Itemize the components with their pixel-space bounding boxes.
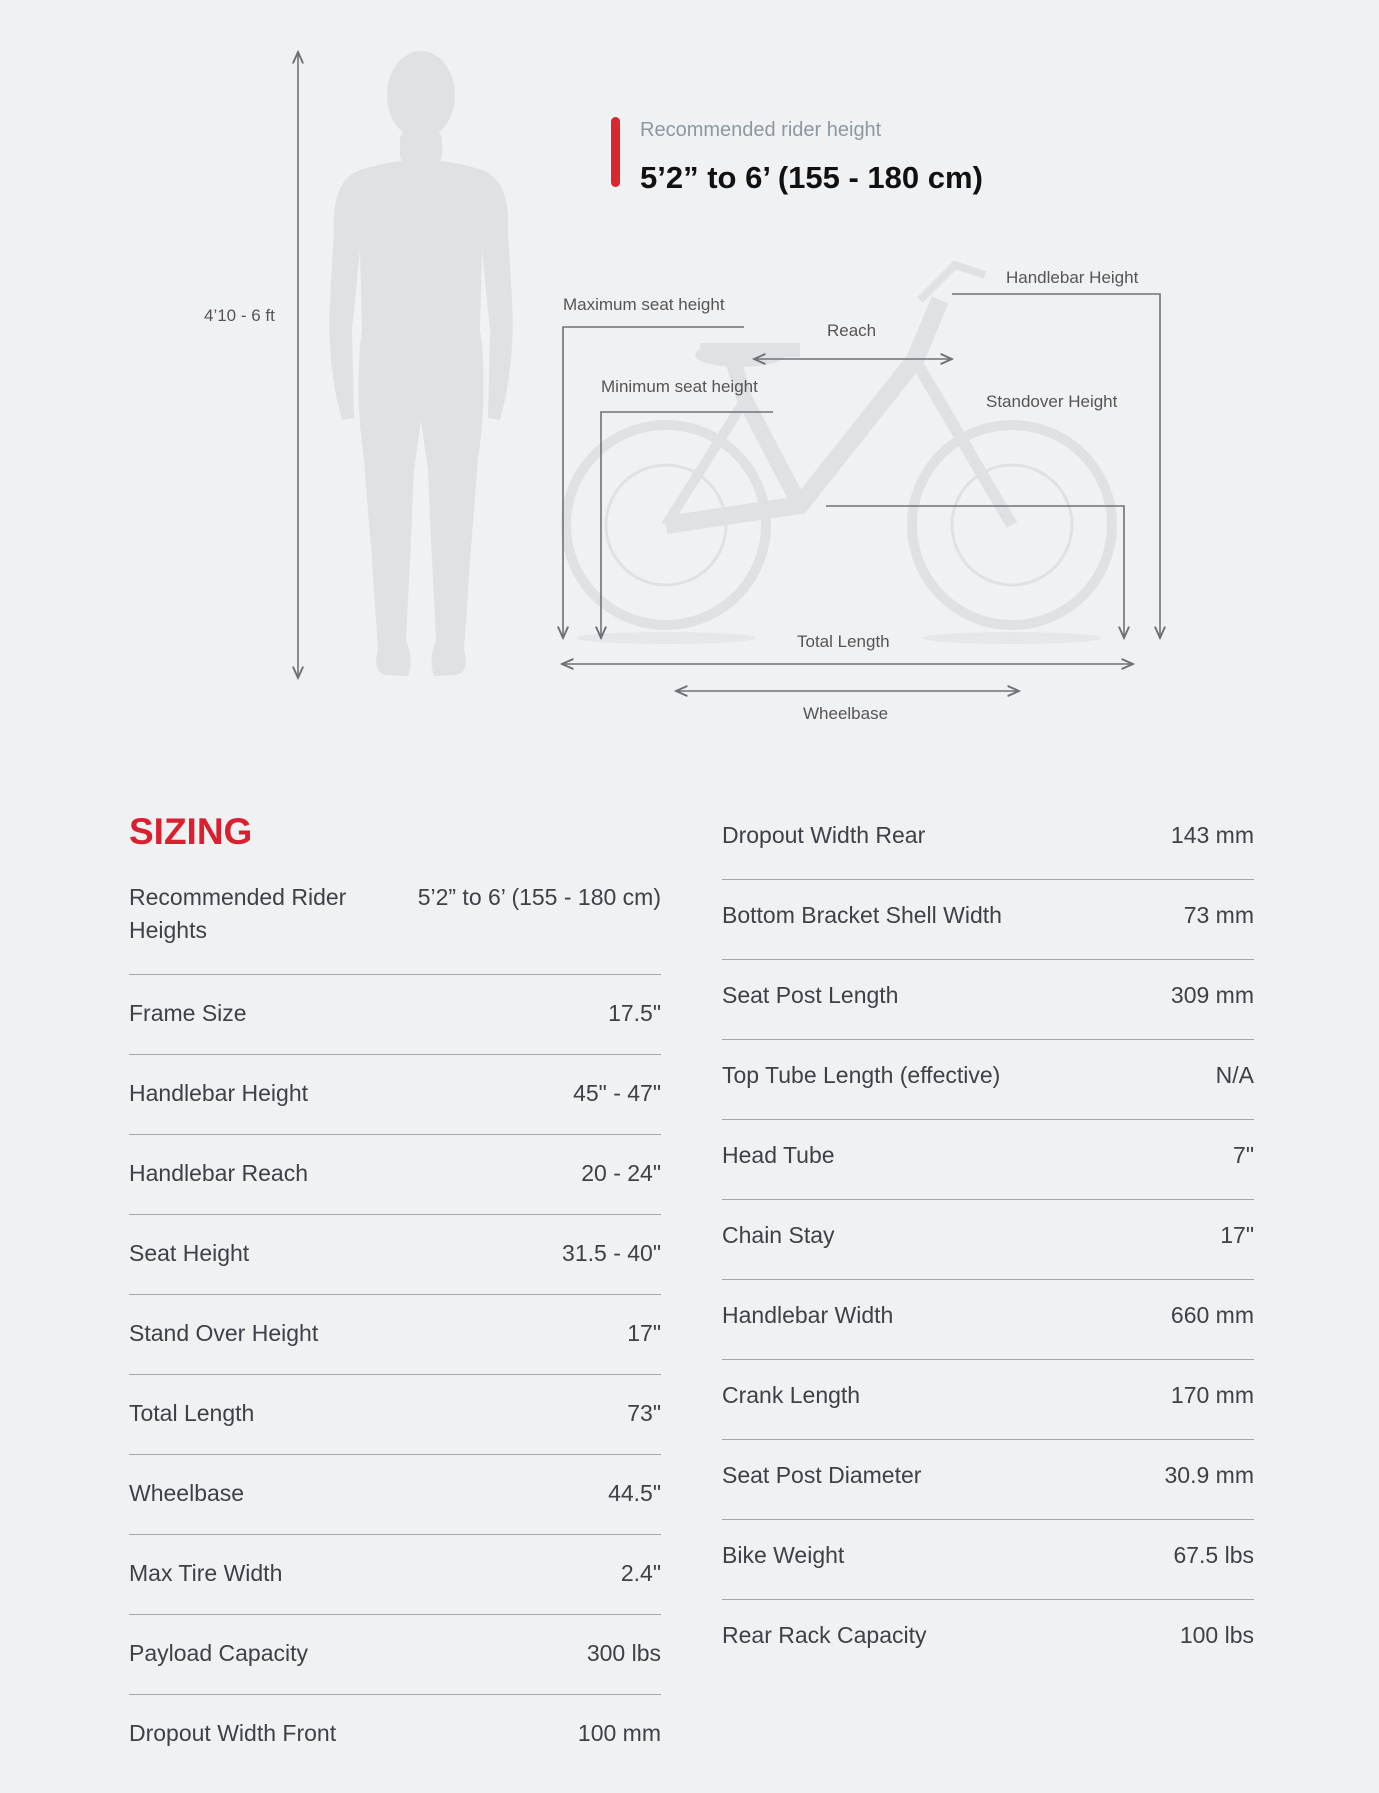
spec-value: 44.5" bbox=[608, 1480, 661, 1506]
spec-row bbox=[722, 1040, 1254, 1120]
sizing-table-right bbox=[722, 800, 1254, 1680]
spec-value: 100 mm bbox=[577, 1720, 661, 1746]
bike-silhouette bbox=[566, 265, 1112, 625]
spec-row bbox=[722, 1200, 1254, 1280]
spec-label: Total Length bbox=[129, 1400, 255, 1426]
spec-value: 5’2” to 6’ (155 - 180 cm) bbox=[417, 884, 661, 910]
spec-label: Handlebar Height bbox=[129, 1080, 309, 1106]
spec-label: Seat Post Diameter bbox=[722, 1462, 922, 1488]
spec-label: Bottom Bracket Shell Width bbox=[722, 902, 1002, 928]
spec-row bbox=[722, 960, 1254, 1040]
spec-label: Payload Capacity bbox=[129, 1640, 308, 1666]
spec-label: Rear Rack Capacity bbox=[722, 1622, 927, 1648]
spec-value: 73" bbox=[627, 1400, 661, 1426]
spec-value: 17.5" bbox=[608, 1000, 661, 1026]
spec-row bbox=[129, 1455, 661, 1535]
spec-row bbox=[722, 800, 1254, 880]
spec-label: Dropout Width Front bbox=[129, 1720, 337, 1746]
spec-value: 17" bbox=[627, 1320, 661, 1346]
spec-value: 20 - 24" bbox=[581, 1160, 661, 1186]
spec-value: 660 mm bbox=[1170, 1302, 1254, 1328]
spec-label: Handlebar Reach bbox=[129, 1160, 309, 1186]
spec-value: 143 mm bbox=[1170, 822, 1254, 848]
spec-row bbox=[722, 1360, 1254, 1440]
spec-label: Stand Over Height bbox=[129, 1320, 319, 1346]
rider-height-range-label: 4’10 - 6 ft bbox=[204, 306, 275, 325]
standover-height-label: Standover Height bbox=[986, 392, 1118, 411]
spec-row bbox=[129, 1695, 661, 1775]
spec-label: Recommended Rider Heights bbox=[129, 884, 347, 943]
spec-row bbox=[129, 872, 661, 975]
total-length-label: Total Length bbox=[797, 632, 890, 651]
recommended-height-label: Recommended rider height bbox=[640, 119, 882, 141]
spec-value: 31.5 - 40" bbox=[562, 1240, 661, 1266]
spec-label: Chain Stay bbox=[722, 1222, 835, 1248]
spec-row bbox=[129, 1055, 661, 1135]
spec-row bbox=[722, 1280, 1254, 1360]
spec-label: Top Tube Length (effective) bbox=[722, 1062, 1001, 1088]
spec-row bbox=[722, 1520, 1254, 1600]
spec-row bbox=[129, 1535, 661, 1615]
spec-label: Frame Size bbox=[129, 1000, 247, 1026]
sizing-diagram bbox=[0, 0, 1379, 740]
min-seat-height-label: Minimum seat height bbox=[601, 377, 758, 396]
spec-value: 170 mm bbox=[1170, 1382, 1254, 1408]
spec-label: Seat Post Length bbox=[722, 982, 899, 1008]
spec-value: 2.4" bbox=[620, 1560, 661, 1586]
spec-value: 30.9 mm bbox=[1164, 1462, 1254, 1488]
spec-label: Head Tube bbox=[722, 1142, 835, 1168]
sizing-table-left bbox=[129, 800, 661, 1775]
spec-label: Max Tire Width bbox=[129, 1560, 283, 1586]
reach-label: Reach bbox=[827, 321, 877, 340]
spec-label: Crank Length bbox=[722, 1382, 861, 1408]
sizing-title: SIZING bbox=[129, 811, 253, 852]
spec-label: Dropout Width Rear bbox=[722, 822, 926, 848]
spec-row bbox=[129, 1615, 661, 1695]
spec-value: 45" - 47" bbox=[573, 1080, 661, 1106]
recommended-accent-bar bbox=[611, 117, 620, 187]
spec-row bbox=[722, 1120, 1254, 1200]
recommended-height-value: 5’2” to 6’ (155 - 180 cm) bbox=[640, 160, 983, 195]
spec-value: N/A bbox=[1215, 1062, 1254, 1088]
spec-row bbox=[722, 880, 1254, 960]
spec-label: Wheelbase bbox=[129, 1480, 245, 1506]
spec-value: 100 lbs bbox=[1179, 1622, 1254, 1648]
spec-row bbox=[129, 1375, 661, 1455]
spec-row bbox=[722, 1440, 1254, 1520]
spec-value: 300 lbs bbox=[586, 1640, 661, 1666]
spec-row bbox=[722, 1600, 1254, 1680]
spec-value: 73 mm bbox=[1183, 902, 1254, 928]
handlebar-height-label: Handlebar Height bbox=[1006, 268, 1139, 287]
spec-row bbox=[129, 1135, 661, 1215]
spec-row bbox=[129, 1215, 661, 1295]
rider-silhouette bbox=[329, 51, 512, 676]
max-seat-height-label: Maximum seat height bbox=[563, 295, 725, 314]
diagram-graphics bbox=[0, 0, 1379, 740]
spec-value: 67.5 lbs bbox=[1173, 1542, 1254, 1568]
spec-label: Seat Height bbox=[129, 1240, 250, 1266]
spec-row bbox=[129, 1295, 661, 1375]
spec-row bbox=[129, 975, 661, 1055]
spec-label: Bike Weight bbox=[722, 1542, 845, 1568]
spec-value: 309 mm bbox=[1170, 982, 1254, 1008]
spec-label: Handlebar Width bbox=[722, 1302, 894, 1328]
spec-value: 17" bbox=[1220, 1222, 1254, 1248]
spec-value: 7" bbox=[1233, 1142, 1254, 1168]
wheelbase-label: Wheelbase bbox=[803, 704, 889, 723]
